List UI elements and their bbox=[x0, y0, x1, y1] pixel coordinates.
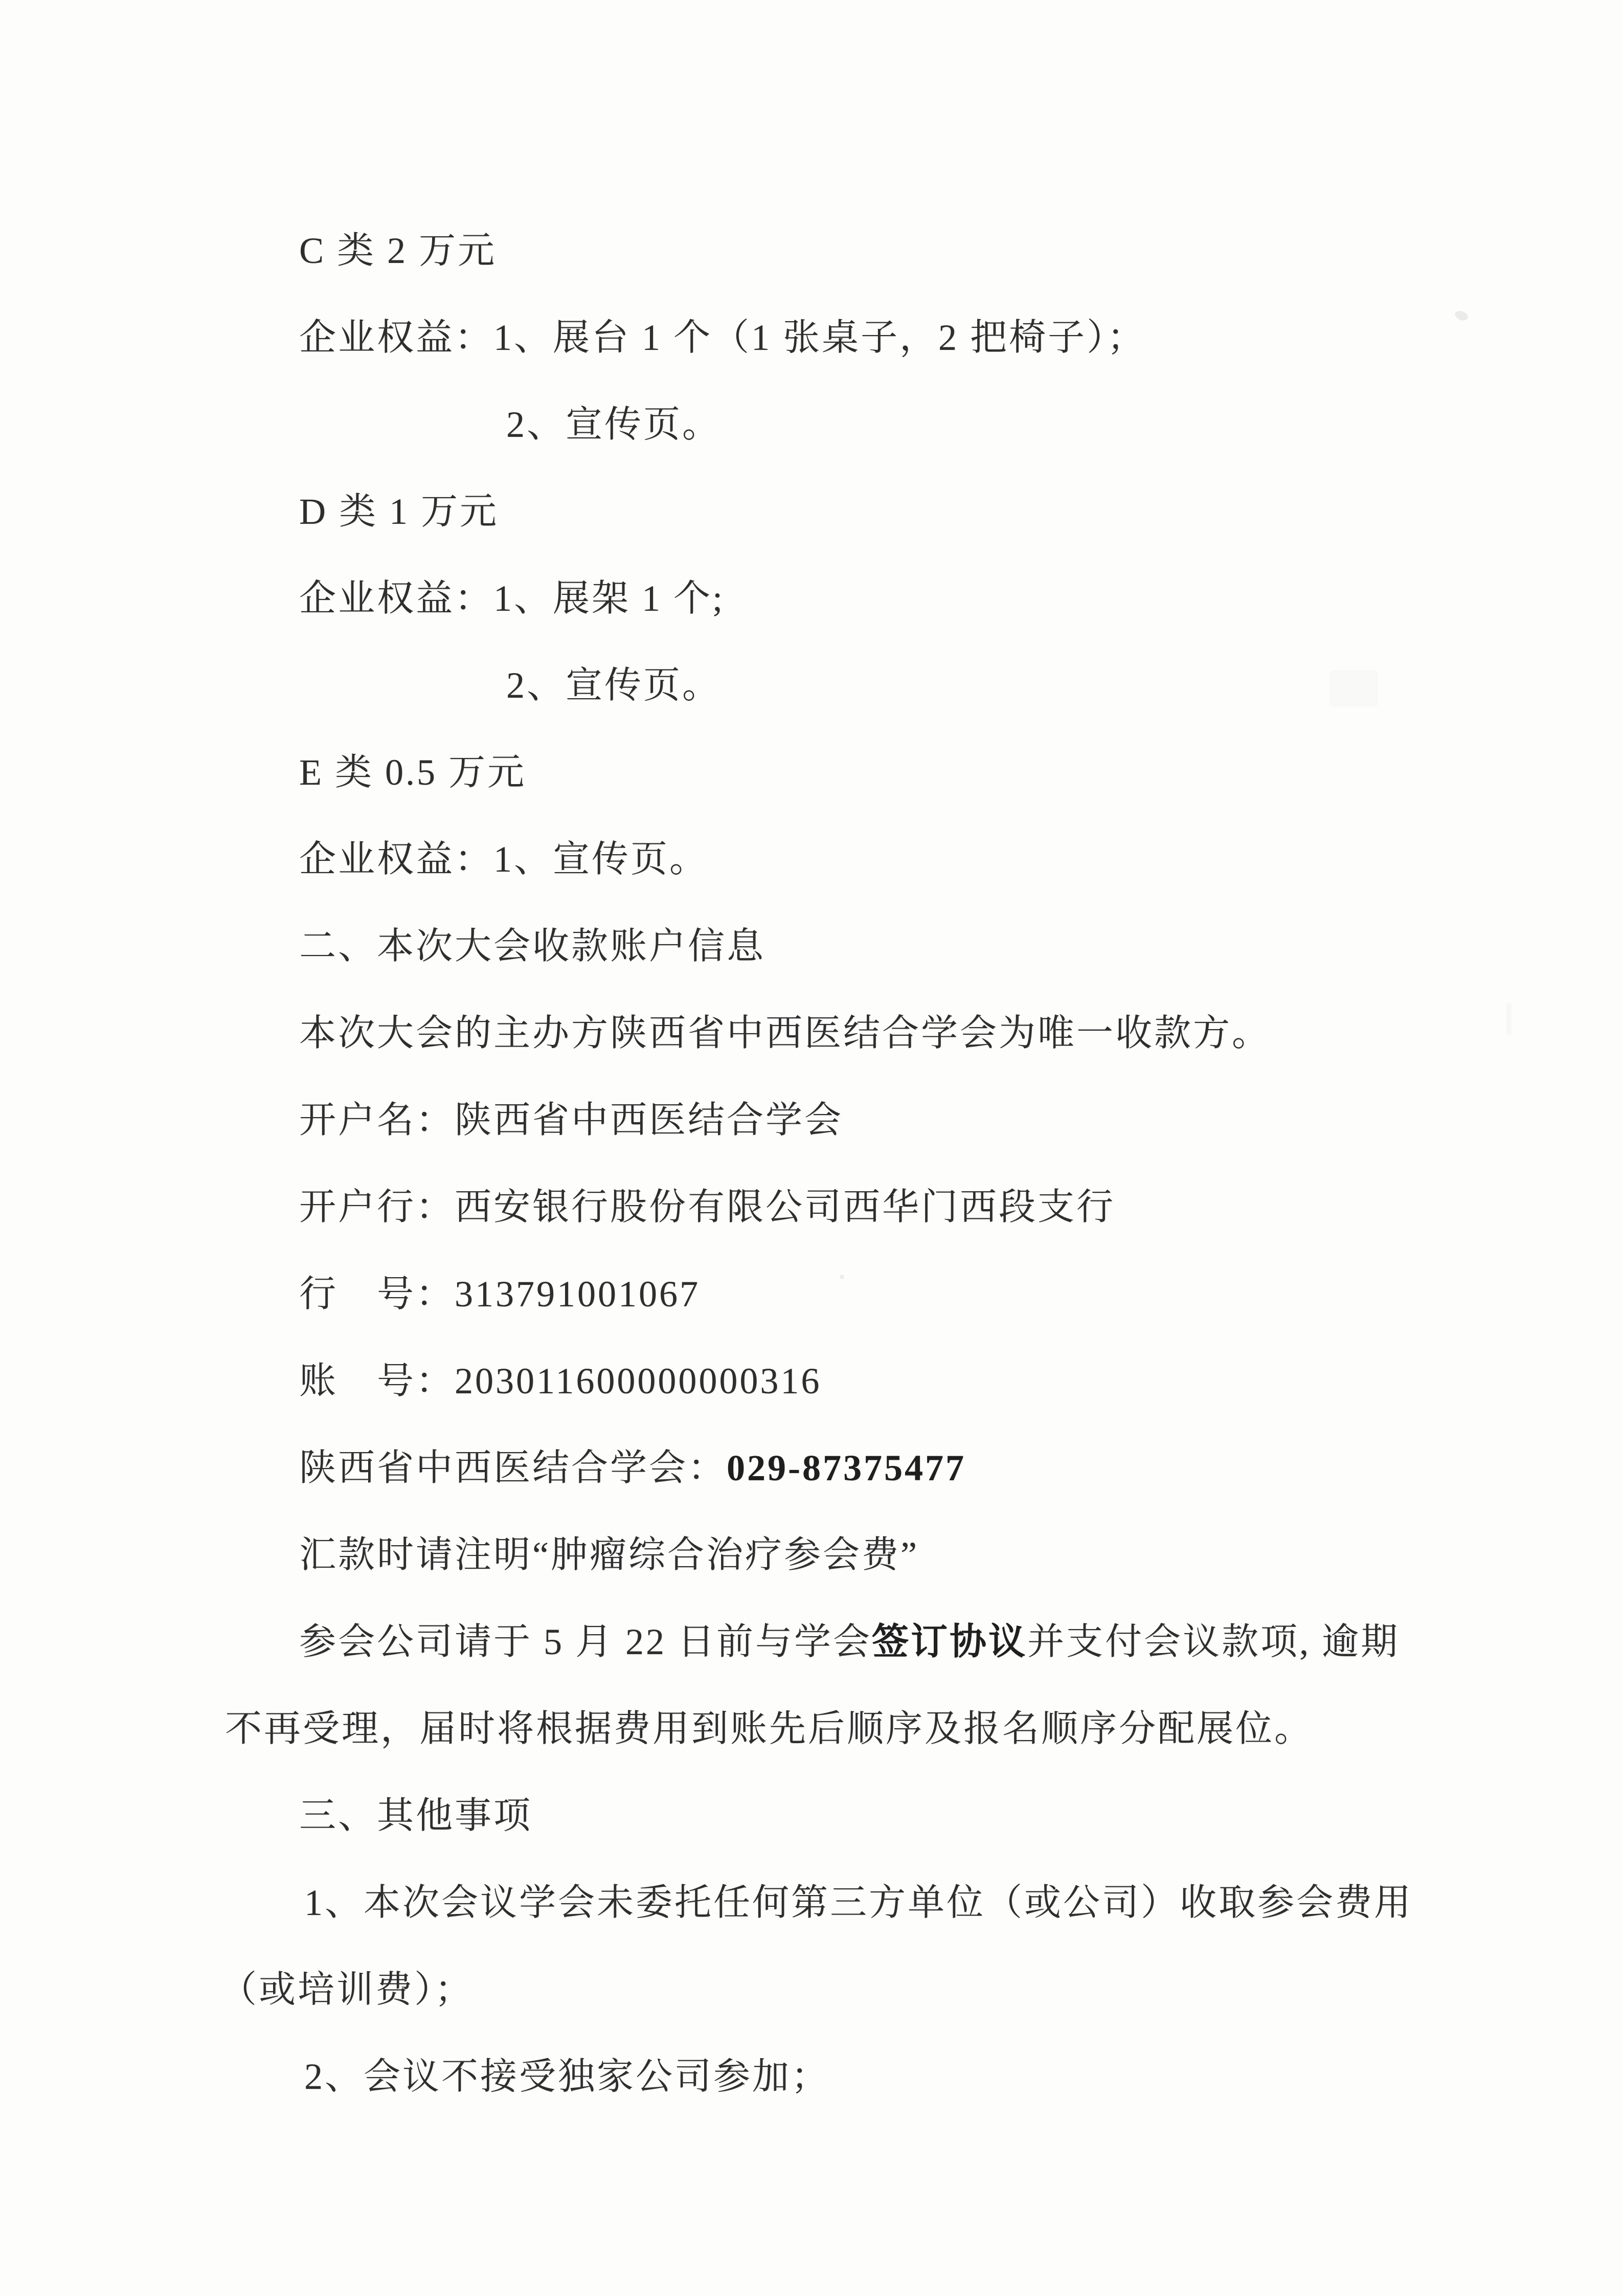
text-line bbox=[299, 1511, 919, 1598]
text-segment: 2、会议不接受独家公司参加； bbox=[304, 2056, 830, 2097]
text-line bbox=[299, 1251, 700, 1338]
text-line bbox=[506, 642, 721, 729]
text-segment: 开户行：西安银行股份有限公司西华门西段支行 bbox=[299, 1187, 1116, 1228]
text-segment: 2、宣传页。 bbox=[506, 404, 722, 445]
text-line bbox=[299, 294, 1146, 381]
text-segment: D 类 1 万元 bbox=[299, 491, 499, 532]
text-line bbox=[299, 1424, 966, 1511]
text-segment: 账 号：203011600000000316 bbox=[299, 1361, 822, 1401]
text-line bbox=[299, 1598, 1400, 1685]
text-segment: 并支付会议款项, 逾期 bbox=[1027, 1621, 1400, 1662]
text-line bbox=[304, 2033, 830, 2120]
text-segment: （或培训费）； bbox=[220, 1969, 474, 2010]
text-line bbox=[299, 555, 725, 642]
text-line bbox=[299, 1164, 1115, 1251]
text-segment: 本次大会的主办方陕西省中西医结合学会为唯一收款方。 bbox=[299, 1013, 1271, 1054]
text-segment: 参会公司请于 5 月 22 日前与学会 bbox=[299, 1621, 872, 1662]
text-segment: C 类 2 万元 bbox=[299, 230, 497, 271]
scan-smudge bbox=[1454, 308, 1470, 322]
text-line bbox=[299, 1338, 821, 1424]
text-segment: 三、其他事项 bbox=[299, 1795, 533, 1836]
text-line bbox=[299, 207, 497, 294]
text-line bbox=[220, 1946, 474, 2033]
text-line bbox=[304, 1859, 1413, 1946]
text-segment: 签订协议 bbox=[872, 1621, 1028, 1662]
text-line bbox=[225, 1685, 1313, 1772]
text-segment: 企业权益：1、宣传页。 bbox=[299, 839, 709, 880]
text-segment: 开户名：陕西省中西医结合学会 bbox=[299, 1100, 844, 1141]
scan-smudge bbox=[1506, 1002, 1512, 1035]
text-segment: E 类 0.5 万元 bbox=[299, 752, 526, 793]
text-segment: 029-87375477 bbox=[727, 1447, 966, 1488]
text-line bbox=[299, 1772, 532, 1859]
text-segment: 不再受理，届时将根据费用到账先后顺序及报名顺序分配展位。 bbox=[225, 1708, 1314, 1749]
text-line bbox=[299, 1077, 843, 1164]
text-line bbox=[299, 816, 708, 903]
text-line bbox=[299, 990, 1271, 1077]
scan-smudge bbox=[1329, 670, 1378, 707]
text-line bbox=[299, 729, 526, 816]
text-line bbox=[506, 381, 721, 468]
text-segment: 1、本次会议学会未委托任何第三方单位（或公司）收取参会费用 bbox=[304, 1882, 1413, 1923]
scan-speck bbox=[840, 1275, 844, 1279]
text-segment: 汇款时请注明“肿瘤综合治疗参会费” bbox=[299, 1534, 919, 1575]
text-segment: 二、本次大会收款账户信息 bbox=[299, 926, 766, 967]
text-segment: 陕西省中西医结合学会： bbox=[299, 1447, 727, 1488]
text-segment: 行 号：313791001067 bbox=[299, 1274, 701, 1314]
text-segment: 企业权益：1、展架 1 个; bbox=[299, 578, 725, 619]
text-line bbox=[299, 903, 765, 990]
text-segment: 2、宣传页。 bbox=[506, 665, 722, 706]
text-line bbox=[299, 468, 499, 555]
text-segment: 企业权益：1、展台 1 个（1 张桌子，2 把椅子）； bbox=[299, 317, 1146, 358]
